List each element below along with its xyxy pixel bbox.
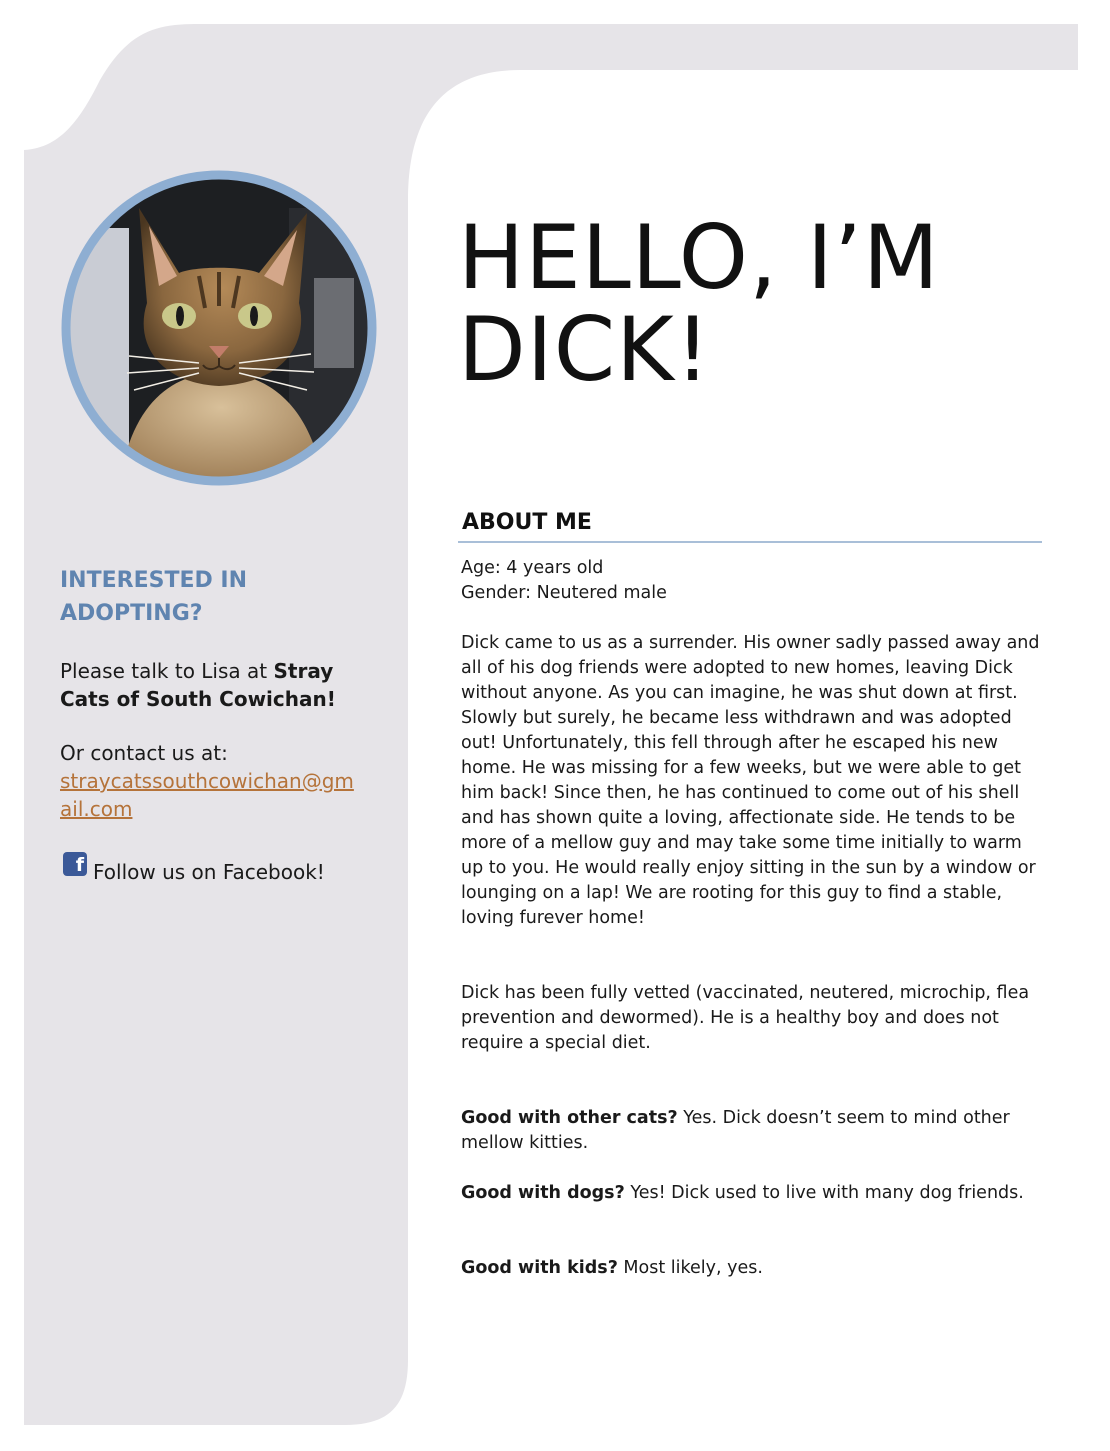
dogs-value: Yes! Dick used to live with many dog friends. (624, 1183, 1024, 1203)
title-line-2: DICK! (458, 298, 712, 401)
facebook-icon[interactable]: f (63, 852, 87, 876)
email-link[interactable]: straycatssouthcowichan@gmail.com (60, 769, 354, 821)
organization-name: Stray Cats of South Cowichan! (60, 659, 336, 711)
about-divider (458, 541, 1042, 543)
kids-label: Good with kids? (461, 1258, 618, 1278)
kids-value: Most likely, yes. (617, 1258, 763, 1278)
about-basics (461, 556, 1041, 606)
facebook-link[interactable] (63, 852, 325, 886)
cats-label: Good with other cats? (461, 1108, 678, 1128)
about-story: Dick came to us as a surrender. His owner sadly passed away and all of his dog friends were adopted to new homes, leaving Dick without anyone. As you can imagine, he was shut down at first. Slowly but surely, he became less withdrawn and was adopted out! Unfortunately, this fell through after he escaped his new home. He was missing for a few weeks, but we were able to get him back! Since then, he has continued to come out of his shell and has shown quite a loving, affectionate side. He tends to be more of a mellow guy and may take some time initially to warm up to you. He would really enjoy sitting in the sun by a window or lounging on a lap! We are rooting for this guy to find a stable, loving furever home! (461, 633, 1040, 928)
good-with-dogs (461, 1181, 1041, 1206)
contact-person-text (60, 657, 370, 713)
good-with-kids (461, 1256, 1041, 1281)
adopt-heading-line-2: ADOPTING? (60, 601, 203, 626)
age-text: Age: 4 years old (461, 558, 604, 578)
dogs-label: Good with dogs? (461, 1183, 625, 1203)
cats-value: Yes. Dick doesn’t seem to mind other mellow kitties. (461, 1108, 1010, 1153)
adopt-heading (60, 564, 350, 630)
adopt-heading-line-1: INTERESTED IN (60, 568, 247, 593)
vetting-text: Dick has been fully vetted (vaccinated, neutered, microchip, flea prevention and dewormed). He is a healthy boy and does not require a special diet. (461, 983, 1030, 1053)
cat-photo-image (59, 168, 379, 488)
facebook-label[interactable]: Follow us on Facebook! (93, 860, 325, 884)
good-with-cats (461, 1106, 1041, 1156)
contact-person-prefix: Please talk to Lisa at (60, 659, 274, 683)
contact-label: Or contact us at: (60, 741, 228, 765)
cat-photo (59, 168, 379, 488)
gender-text: Gender: Neutered male (461, 583, 667, 603)
about-heading: ABOUT ME (462, 510, 592, 535)
contact-block (60, 739, 370, 823)
title-line-1: HELLO, I’M (458, 206, 940, 309)
page-title (458, 206, 1058, 401)
